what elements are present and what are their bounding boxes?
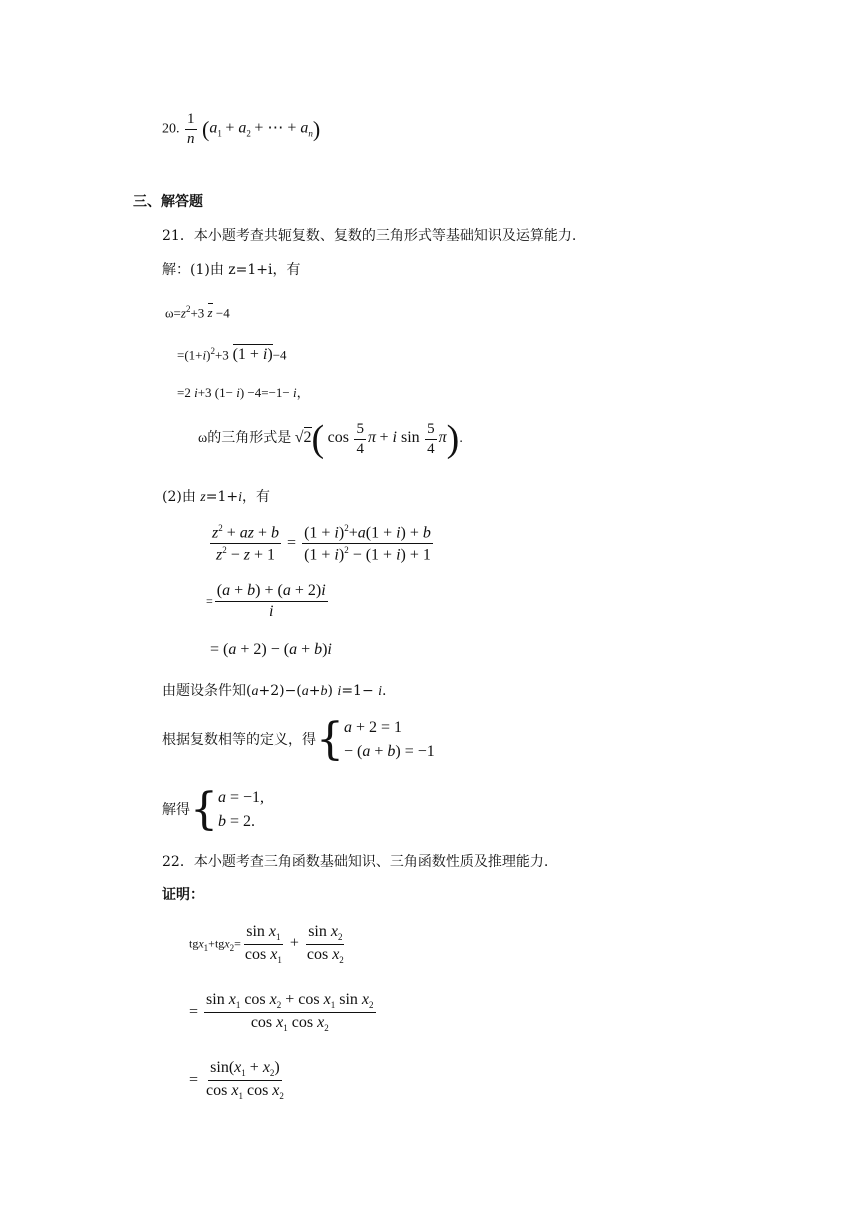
- q20-number: 20.: [162, 121, 180, 137]
- q22-intro: 22．本小题考查三角函数基础知识、三角函数性质及推理能力.: [162, 854, 549, 870]
- q20-fraction: $\frac{1}{n}$: [187, 111, 195, 147]
- proof-step-2: = $\frac{\sin x_1 \cos x_2 + \cos x_1 \sin x_2}{\cos x_1 \cos x_2}$: [189, 991, 374, 1034]
- section-title: 三、解答题: [133, 194, 203, 210]
- condition-line: 由题设条件知(a+2)−(a+b) i=1− i.: [162, 683, 387, 699]
- omega-definition: $\omega=z^2+3$ z −4: [165, 304, 230, 321]
- equality-label: 根据复数相等的定义，得: [162, 732, 316, 748]
- proof-step-3: = $\frac{\sin(x_1 + x_2)}{\cos x_1 \cos x_2}$: [189, 1059, 284, 1102]
- part2-equation-1: $\frac{z^2 + az + b}{z^2 - z + 1}$ = $\frac{(1 + i)^2+a(1 + i) + b}{(1 + i)^2 - (1 + i) + 1}$: [212, 523, 431, 564]
- solution-system: 解得 { a = −1, b = 2.: [162, 784, 265, 835]
- equality-system: 根据复数相等的定义，得 { a + 2 = 1 − (a + b) = −1: [162, 714, 435, 765]
- q20-line: 20. $\frac{1}{n}$ ($a_1 + a_2$ + ⋯ + $a_n$): [162, 111, 321, 147]
- q22-proof-label: 证明：: [162, 887, 204, 903]
- omega-step-2: =2 i+3 (1− i) −4=−1− i，: [177, 385, 310, 400]
- proof-step-1: tgx$_1$+tgx$_2$= $\frac{\sin x_1}{\cos x_1}$ + $\frac{\sin x_2}{\cos x_2}$: [189, 923, 344, 966]
- omega-trig-form: ω的三角形式是 √2( cos $\frac{5}{4}$ π + i sin $\frac{5}{4}$ π).: [198, 418, 463, 460]
- q21-intro: 21．本小题考查共轭复数、复数的三角形式等基础知识及运算能力.: [162, 228, 577, 244]
- omega-step-1: $=(1+i)^2+3$ (1 + i)−4: [177, 346, 287, 364]
- q21-part2: (2)由 z=1+i，有: [162, 489, 270, 505]
- solve-label: 解得: [162, 802, 190, 818]
- trig-form-label: ω的三角形式是: [198, 431, 292, 447]
- part2-equation-2: = $\frac{(a + b) + (a + 2)i}{i}$: [206, 582, 326, 620]
- part2-equation-3: = (a + 2) − (a + b)i: [210, 641, 332, 658]
- q21-solution-part1: 解：(1)由 z=1+i，有: [162, 262, 301, 278]
